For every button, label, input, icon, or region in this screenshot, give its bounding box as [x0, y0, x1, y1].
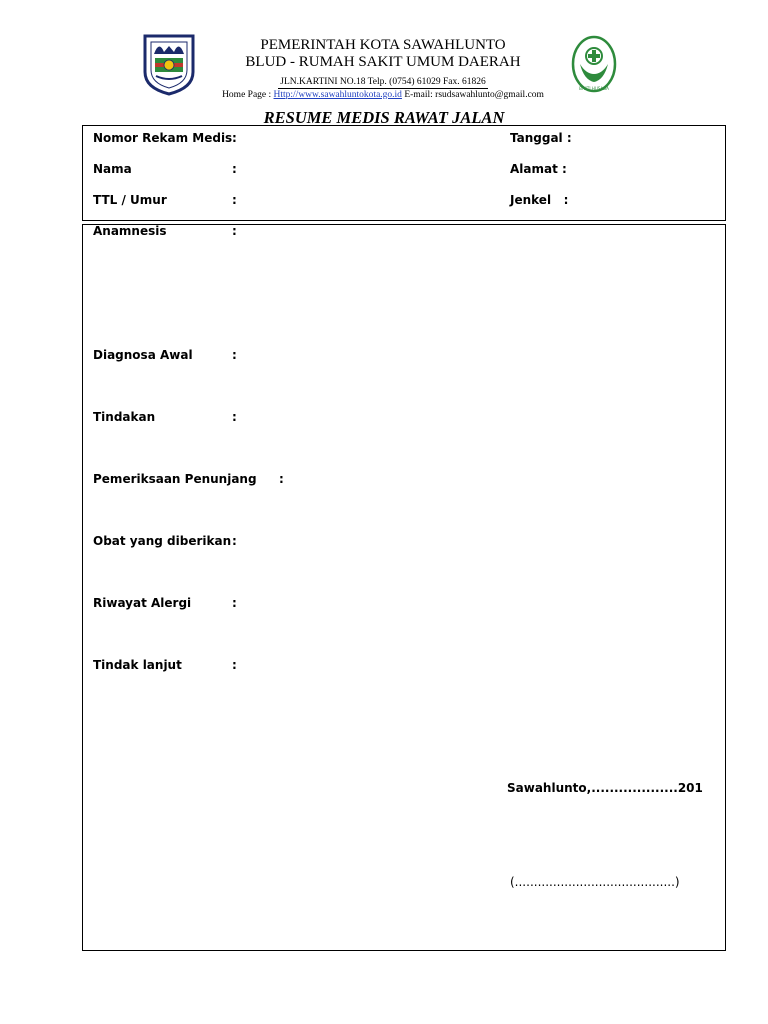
birth-age-label: TTL / Umur	[93, 193, 167, 207]
supporting-exam-label: Pemeriksaan Penunjang	[93, 472, 257, 486]
homepage-link[interactable]: Http://www.sawahluntokota.go.id	[273, 90, 402, 100]
name-colon: :	[232, 162, 237, 176]
initial-diagnosis-colon: :	[232, 348, 237, 362]
follow-up-label: Tindak lanjut	[93, 658, 182, 672]
medication-colon: :	[232, 534, 237, 548]
medical-resume-box	[82, 224, 726, 951]
document-title: RESUME MEDIS RAWAT JALAN	[263, 108, 505, 127]
record-number-colon: :	[232, 131, 237, 145]
email-text: E-mail: rsudsawahlunto@gmail.com	[401, 90, 544, 100]
supporting-exam-colon: :	[279, 472, 284, 486]
allergy-history-colon: :	[232, 596, 237, 610]
gender-label: Jenkel :	[510, 193, 569, 207]
follow-up-colon: :	[232, 658, 237, 672]
anamnesis-colon: :	[232, 224, 237, 238]
contact-line	[196, 89, 570, 101]
signature-name-line: (..........................................)	[510, 875, 680, 889]
hospital-address: JLN.KARTINI NO.18 Telp. (0754) 61029 Fax. 61826	[280, 77, 486, 87]
initial-diagnosis-label: Diagnosa Awal	[93, 348, 193, 362]
city-emblem-logo	[142, 32, 196, 96]
bakti-husada-logo	[570, 34, 618, 94]
government-name: PEMERINTAH KOTA SAWAHLUNTO	[260, 37, 506, 53]
record-number-label: Nomor Rekam Medis	[93, 131, 233, 145]
homepage-label: Home Page :	[222, 90, 274, 100]
bakti-husada-arc-text: BAKTI HUSADA	[579, 86, 609, 91]
action-label: Tindakan	[93, 410, 156, 424]
allergy-history-label: Riwayat Alergi	[93, 596, 192, 610]
hospital-name: BLUD - RUMAH SAKIT UMUM DAERAH	[245, 54, 521, 70]
name-label: Nama	[93, 162, 132, 176]
signature-place-date: Sawahlunto,...................201	[507, 781, 703, 795]
medication-label: Obat yang diberikan	[93, 534, 232, 548]
date-label: Tanggal :	[510, 131, 572, 145]
birth-age-colon: :	[232, 193, 237, 207]
letterhead	[196, 37, 570, 101]
anamnesis-label: Anamnesis	[93, 224, 167, 238]
action-colon: :	[232, 410, 237, 424]
address-label: Alamat :	[510, 162, 567, 176]
